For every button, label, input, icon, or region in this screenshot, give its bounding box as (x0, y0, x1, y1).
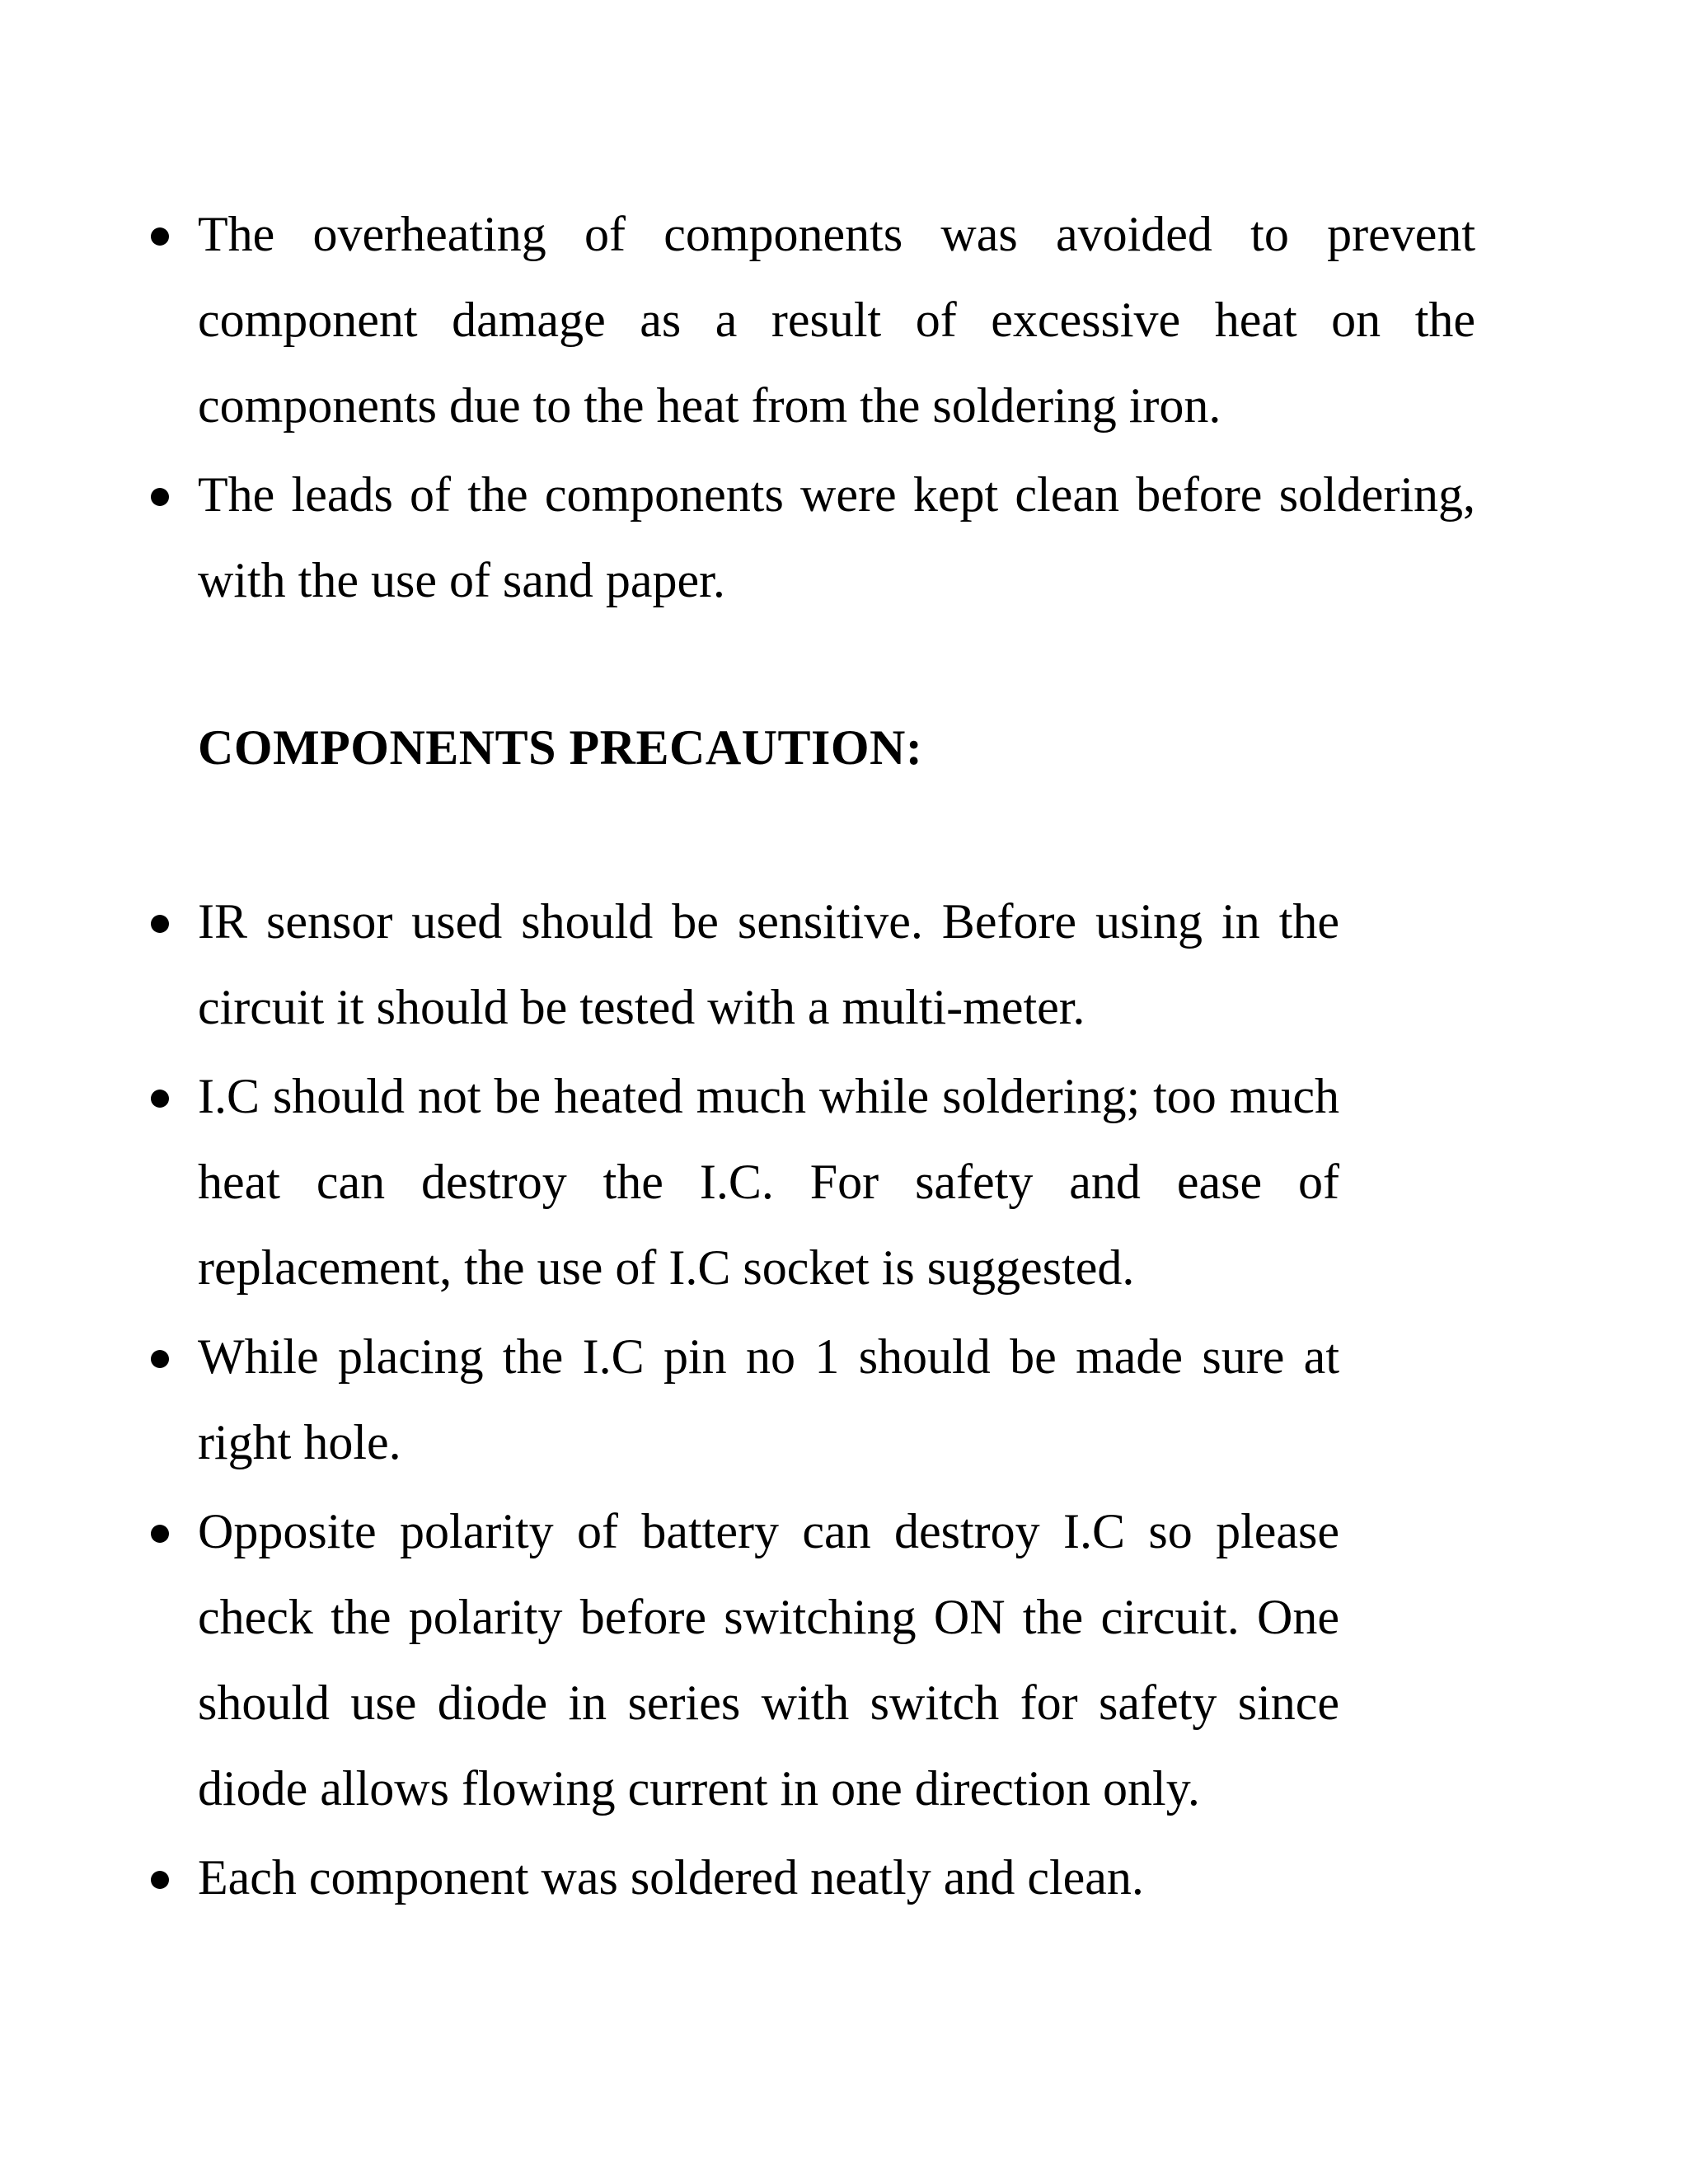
soldering-precautions-list (0, 191, 1475, 626)
list-item (0, 1835, 1339, 1920)
list-item-text: IR sensor used should be sensitive. Before using in the circuit it should be tested with a multi-meter. (198, 894, 1339, 1034)
component-precautions-list (0, 879, 1339, 1924)
list-item (0, 879, 1339, 1050)
bullet-icon (151, 915, 169, 933)
list-item-text: Opposite polarity of battery can destroy I.C so please check the polarity before switching ON the circuit. One should use diode in series with switch for safety since diode allows flowing current in one direction only. (198, 1504, 1339, 1816)
list-item-text: Each component was soldered neatly and clean. (198, 1850, 1144, 1905)
list-item (0, 1053, 1339, 1310)
bullet-icon (151, 1350, 169, 1368)
list-item (0, 452, 1475, 623)
list-item-text: The leads of the components were kept clean before soldering, with the use of sand paper. (198, 467, 1475, 607)
bullet-icon (151, 1871, 169, 1889)
list-item (0, 1488, 1339, 1831)
bullet-icon (151, 1090, 169, 1108)
list-item-text: While placing the I.C pin no 1 should be made sure at right hole. (198, 1329, 1339, 1469)
list-item (0, 1314, 1339, 1485)
bullet-icon (151, 227, 169, 246)
bullet-icon (151, 488, 169, 506)
list-item (0, 191, 1475, 448)
section-heading: COMPONENTS PRECAUTION: (198, 720, 923, 775)
list-item-text: The overheating of components was avoided to prevent component damage as a result of excessive heat on the components due to the heat from the soldering iron. (198, 207, 1475, 433)
list-item-text: I.C should not be heated much while soldering; too much heat can destroy the I.C. For safety and ease of replacement, the use of I.C socket is suggested. (198, 1069, 1339, 1295)
bullet-icon (151, 1525, 169, 1543)
